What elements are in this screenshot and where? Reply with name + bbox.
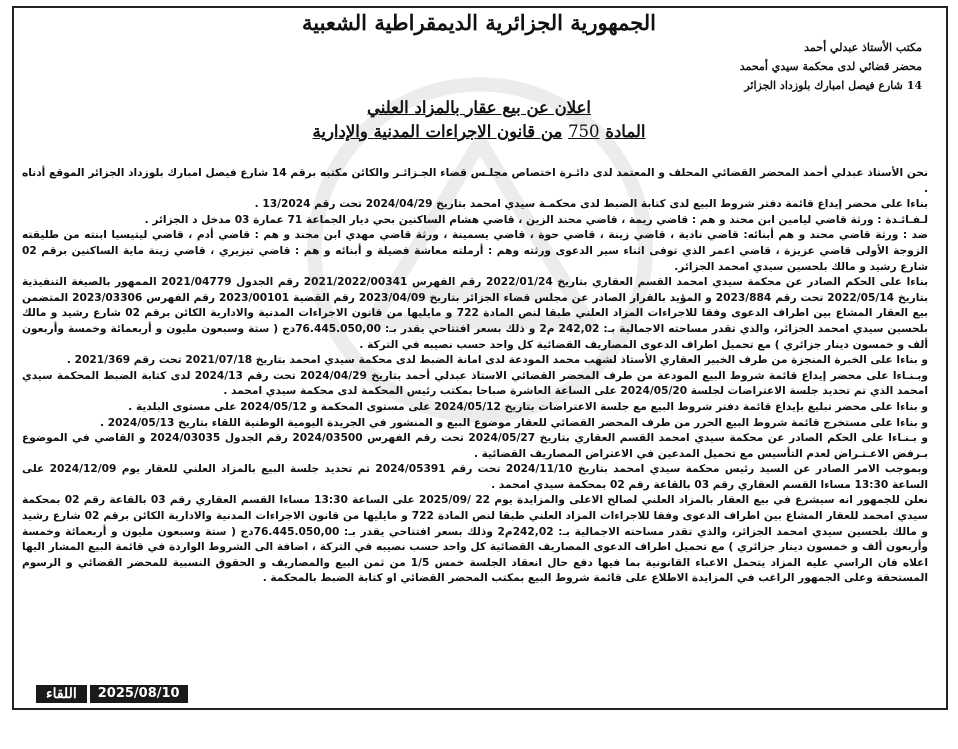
paragraph-notification: و بناءا على محضر تبليغ بإيداع قائمة دفتر شروط البيع مع جلسة الاعتراضات بتاريخ 2024/05/12 على مستوى المحكمة و 2024/05/12 على مستوى البلدية . xyxy=(128,400,928,413)
paragraph-judgment: بناءا على الحكم الصادر عن محكمة سيدي امحمد القسم العقاري بتاريخ 2022/01/24 رقم الفهرس 2021/2022/00341 رقم الجدول 2021/04779 الممهور بالصيغة التنفيذية بتاريخ 2022/05/14 تحت رقم 2023/884 و المؤيد بالقرار الصادر عن مجلس قضاء الجزائر بتاريخ 2023/04/09 رقم القضية 2023/00101 رقم الفهرس 2023/03306 المتضمن بيع العقار المشاع بين اطراف الدعوى وفقا للاجراءات المزاد العلني طبقا لنص المادة 722 و مايليها من قانون الاجراءات المدنية والادارية الكائن برقم 02 شارع رشيد و مالك بلحسين سيدي امحمد الجزائر، والذي تقدر مساحته الاجمالية بـ: 242,02 م2 و ذلك بسعر افتتاحي يقدر بـ: 76.445.050,00دج ( ستة وسبعون مليون و أربعمائة وخمسة وأربعون ألف و خمسون دينار جزائري ) مع تحميل اطراف الدعوى المصاريف القضائية كل واحد حسب نصيبه في التركة . xyxy=(22,276,928,351)
paragraph-expertise: و بناءا على الخبرة المنجزة من طرف الخبير العقاري الأستاذ لشهب محمد المودعة لدى امانة الضبط لدى محكمة سيدي امحمد بتاريخ 2021/07/18 تحت رقم 2021/369 . xyxy=(66,354,928,367)
paragraph-conditions-deposit: وبـنـاءا على محضر إيداع قائمة شروط البيع المودعة من طرف المحضر القضائي الاستاذ عبدلي أحمد بتاريخ 2024/04/29 تحت رقم 2024/13 لدى كتابة الضبط المحكمة سيدي امحمد الذي تم تحديد جلسة الاعتراضات لجلسة 2024/05/20 على الساعة العاشرة صباحا بمكتب رئيس المحكمة لدى محكمة سيدي امحمد . xyxy=(22,369,928,398)
bailiff-office-block xyxy=(740,38,922,95)
article-suffix: من قانون الاجراءات المدنية والإدارية xyxy=(312,122,563,141)
article-line xyxy=(0,120,958,144)
paragraph-public-notice: نعلن للجمهور انه سيشرع في بيع العقار بالمزاد العلني لصالح الاعلى والمزايدة يوم 22 /2025/09 على الساعة 13:30 مساءا القسم العقاري رقم 03 بالقاعة رقم 02 بمحكمة سيدي امحمد للعقار المشاع بين اطراف الدعوى وفقا للاجراءات المزاد العلني طبقا لنص المادة 722 و مايليها من قانون الاجراءات المدنية والادارية الكائن برقم 02 شارع رشيد و مالك بلحسين سيدي امحمد الجزائر، والذي تقدر مساحته الاجمالية بـ: 242,02م2 وذلك بسعر افتتاحي يقدر بـ: 76.445.050,00دج ( ستة وسبعون مليون و أربعمائة وخمسة وأربعون ألف و خمسون دينار جزائري ) مع تحميل اطراف الدعوى المصاريف القضائية كل واحد حسب نصيبه في التركة ، اضافة الى الشروط الواردة في قائمة البيع المشار اليها اعلاه فان الراسي عليه المزاد يتحمل الاعباء القانونية بما فيها دفع حال انعقاد الجلسة خمس 1/5 من ثمن البيع والمصاريف و الحقوق النسبية للمحضر القضائي و الرسوم المستحقة وعلى الجمهور الراغب في المزايدة الاطلاع على قائمة شروط البيع بمكتب المحضر القضائي او كتابة الضبط بالمحكمة . xyxy=(22,494,929,585)
paragraph-beneficiaries: لـفـائـدة : ورثة قاضي ليامين ابن محند و هم : قاضي ريمة ، قاضي محند الزين ، قاضي هشام الساكنين بحي ديار الجماعة 71 عمارة 03 مدخل د الجزائر . xyxy=(144,213,928,226)
footer-bar xyxy=(36,683,188,705)
office-name: مكتب الأستاذ عبدلي أحمد xyxy=(804,41,922,54)
paragraph-defendants: ضد : ورثة قاضي محند و هم أبنائه: قاضي نادية ، قاضي زينة ، قاضي حوة ، قاضي يسمينة ، ورثة قاضي مهدي ابن محند و هم : قاضي أدم ، قاضي ليتيسيا ابنته من طليقته الزوجة الأولى قاضي عزيزة ، قاضي اعمر الذي توفى اثناء سير الدعوى ورثته وهم : أرملته معاشة فضيلة و أبنائه و هم : قاضي تيزيري ، قاضي زينة ماية الساكنين برقم 02 شارع رشيد و مالك بلحسين سيدي امحمد الجزائر. xyxy=(22,229,928,273)
article-prefix: المادة xyxy=(605,122,646,141)
office-role: محضر قضائي لدى محكمة سيدي أمحمد xyxy=(739,60,922,73)
announcement-heading xyxy=(0,96,958,144)
publication-date: 2025/08/10 xyxy=(90,685,188,703)
office-address: 14 شارع فيصل امبارك بلوزداد الجزائر xyxy=(744,79,922,92)
paragraph-intro: نحن الأستاذ عبدلي أحمد المحضر القضائي المحلف و المعتمد لدى دائـرة اختصاص مجلـس قضاء الجـزائـر والكائن مكتبه برقم 14 شارع فيصل امبارك بلوزداد الجزائر الموقع أدناه . xyxy=(22,167,928,195)
newspaper-name: اللقاء xyxy=(36,685,87,703)
paragraph-objection-ruling: و بـنـاءا على الحكم الصادر عن محكمة سيدي امحمد القسم العقاري بتاريخ 2024/05/27 تحت رقم الفهرس 2024/03500 رقم الجدول 2024/03035 و القاضي في الموضوع بـرفض الاعـتـراض لعدم التأسيس مع تحميل المدعين في الاعتراض المصاريف القضائية . xyxy=(22,432,928,460)
paragraph-deposit: بناءا على محضر إيداع قائمة دفتر شروط البيع لدى كتابة الضبط لدى محكمـة سيدي امحمد بتاريخ 2024/04/29 تحت رقم 13/2024 . xyxy=(254,198,928,211)
republic-title: الجمهورية الجزائرية الديمقراطية الشعبية xyxy=(301,10,656,35)
article-number: 750 xyxy=(568,122,600,141)
announcement-body xyxy=(22,166,928,587)
paragraph-extract: و بناءا على مستخرج قائمة شروط البيع الحرر من طرف المحضر القضائي للعقار موضوع البيع و المنشور في الجريدة اليومية الوطنية اللقاء بتاريخ 2024/05/13 . xyxy=(99,416,928,429)
paragraph-order: وبموجب الامر الصادر عن السيد رئيس محكمة سيدي امحمد بتاريخ 2024/11/10 تحت رقم 2024/05391 تم تحديد جلسة البيع بالمزاد العلني للعقار يوم 2024/12/09 على الساعة 13:30 مساءا القسم العقاري رقم 03 بالقاعة رقم 02 بمحكمة سيدي امحمد . xyxy=(22,463,928,491)
announcement-title: اعلان عن بيع عقار بالمزاد العلني xyxy=(366,98,592,117)
